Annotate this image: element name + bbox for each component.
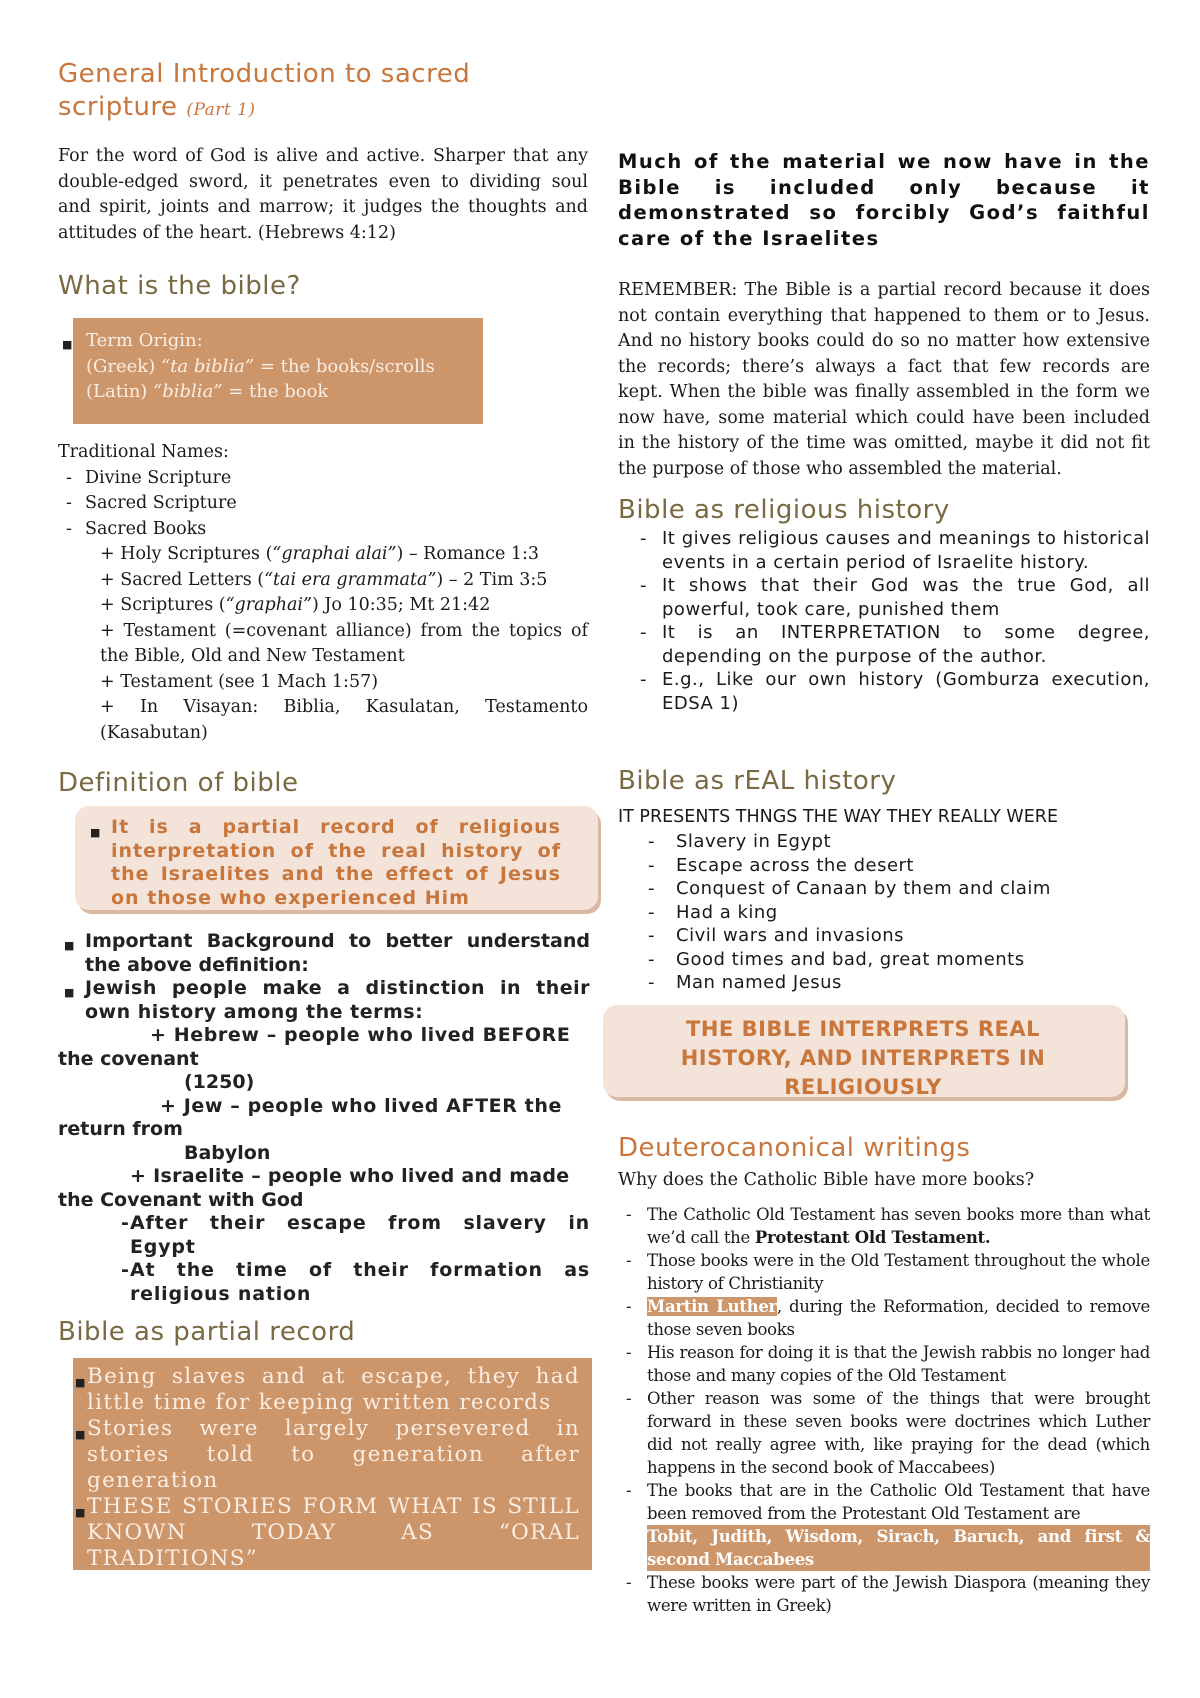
israelite-line1: + Israelite – people who lived and made bbox=[130, 1165, 570, 1187]
what-is-heading: What is the bible? bbox=[58, 271, 301, 301]
background-2: Jewish people make a distinction in their own history among the terms: bbox=[85, 977, 590, 1023]
religious-list bbox=[632, 527, 1150, 715]
partial-item: Being slaves and at escape, they had little time for keeping written records bbox=[87, 1364, 580, 1415]
sub-item: + Testament (see 1 Mach 1:57) bbox=[100, 671, 379, 692]
page-title bbox=[58, 58, 578, 127]
highlight-martin-luther: Martin Luther bbox=[647, 1297, 777, 1316]
list-item: - Slavery in Egypt bbox=[640, 830, 1140, 854]
title-line1: General Introduction to sacred bbox=[58, 59, 471, 89]
real-list bbox=[640, 830, 1140, 995]
jew-line1: + Jew – people who lived AFTER the bbox=[160, 1094, 562, 1117]
traditional-list bbox=[58, 466, 588, 543]
term-origin-title: Term Origin: bbox=[86, 330, 203, 351]
definition-text: ■ It is a partial record of religious interpretation of the real history of the Israelites and the effect of Jesus on those who experienced Him bbox=[90, 816, 561, 909]
hebrew-line1: + Hebrew – people who lived BEFORE bbox=[150, 1024, 571, 1046]
list-item: - It shows that their God was the true God, all powerful, took care, punished them bbox=[632, 574, 1150, 621]
israelite-line2: the Covenant with God bbox=[58, 1188, 304, 1211]
highlight-removed-books: Tobit, Judith, Wisdom, Sirach, Baruch, and first & second Maccabees bbox=[647, 1527, 1150, 1569]
list-item: - The Catholic Old Testament has seven books more than what we’d call the Protestant Old Testament. bbox=[618, 1203, 1150, 1249]
sub-item: + Holy Scriptures (“graphai alai”) – Romance 1:3 bbox=[100, 544, 540, 564]
list-item: - The books that are in the Catholic Old Testament that have been removed from the Protestant Old Testament are Tobit, Judith, Wisdom, Sirach, Baruch, and first & second Maccabees bbox=[618, 1479, 1150, 1571]
sub-item: + Testament (=covenant alliance) from the topics of the Bible, Old and New Testament bbox=[100, 620, 588, 666]
remember-note: REMEMBER: The Bible is a partial record because it does not contain everything that happened to them or to Jesus. And no history books could do so no matter how extensive the records; there’s always a fact that few records are kept. When the bible was finally assembled in the form we now have, some material which could have been included in the history of the time was omitted, maybe it did not fit the purpose of those who assembled the material. bbox=[618, 280, 1150, 479]
list-item: - Man named Jesus bbox=[640, 971, 1140, 995]
definition-heading: Definition of bible bbox=[58, 768, 299, 798]
deutero-heading: Deuterocanonical writings bbox=[618, 1133, 971, 1163]
term-origin-latin: (Latin) “biblia” = the book bbox=[86, 381, 329, 402]
real-history-box-text: THE BIBLE INTERPRETS REAL HISTORY, AND INTERPRETS IN RELIGIOUSLY bbox=[680, 1017, 1046, 1097]
list-item: - Had a king bbox=[640, 901, 1140, 925]
jew-line2: return from bbox=[58, 1118, 183, 1140]
list-item: - His reason for doing it is that the Jewish rabbis no longer had those and many copies of the Old Testament bbox=[618, 1341, 1150, 1387]
list-item: - Civil wars and invasions bbox=[640, 924, 1140, 948]
list-item: - Good times and bad, great moments bbox=[640, 948, 1140, 972]
scripture-quote: For the word of God is alive and active. Sharper that any double-edged sword, it penetrates even to dividing soul and spirit, joints and marrow; it judges the thoughts and attitudes of the heart. (Hebrews 4:12) bbox=[58, 146, 588, 243]
list-item: - Other reason was some of the things that were brought forward in these seven books were doctrines which Luther did not really agree with, like praying for the dead (which happens in the second book of Maccabees) bbox=[618, 1387, 1150, 1479]
intro-bold-statement: Much of the material we now have in the Bible is included only because it demonstrated so forcibly God’s faithful care of the Israelites bbox=[618, 150, 1150, 250]
list-item: - It is an INTERPRETATION to some degree, depending on the purpose of the author. bbox=[632, 621, 1150, 668]
title-part: (Part 1) bbox=[186, 100, 256, 120]
list-item: - E.g., Like our own history (Gomburza execution, EDSA 1) bbox=[632, 668, 1150, 715]
term-origin-box: ■ Term Origin: (Greek) “ta biblia” = the books/scrolls (Latin) “biblia” = the book bbox=[73, 318, 483, 424]
partial-heading: Bible as partial record bbox=[58, 1317, 356, 1347]
list-item: - Those books were in the Old Testament throughout the whole history of Christianity bbox=[618, 1249, 1150, 1295]
background-notes: ■ Important Background to better understand the above definition: ■ Jewish people make a distinction in their own history among the terms: + Hebrew – people who lived BEFORE the covenant (1250) + Jew – people who lived AFTER the return from Babylon + Israelite – people who lived and made the Covenant with God - After their escape from slavery in Egypt - At the time of their formation as religious nation bbox=[58, 930, 590, 1306]
list-item: - Sacred Scripture bbox=[58, 491, 588, 517]
list-item: - Martin Luther, during the Reformation, decided to remove those seven books bbox=[618, 1295, 1150, 1341]
partial-box: ■ Being slaves and at escape, they had little time for keeping written records ■ Stories were largely persevered in stories told to generation after generation ■ THESE STORIES FORM WHAT IS STILL KNOWN TODAY AS “ORAL TRADITIONS” bbox=[73, 1358, 592, 1570]
list-item: - After their escape from slavery in Egypt bbox=[113, 1212, 590, 1259]
list-item: - Escape across the desert bbox=[640, 854, 1140, 878]
deutero-list bbox=[618, 1203, 1150, 1617]
sub-item: + Scriptures (“graphai”) Jo 10:35; Mt 21:42 bbox=[100, 595, 491, 615]
list-item: - Divine Scripture bbox=[58, 466, 588, 492]
hebrew-year: (1250) bbox=[184, 1071, 255, 1093]
term-origin-greek: (Greek) “ta biblia” = the books/scrolls bbox=[86, 355, 435, 377]
partial-item: Stories were largely persevered in stories told to generation after generation bbox=[87, 1416, 580, 1493]
sub-item: + In Visayan: Biblia, Kasulatan, Testamento (Kasabutan) bbox=[100, 697, 588, 743]
deutero-question: Why does the Catholic Bible have more books? bbox=[618, 1170, 1035, 1190]
background-1: Important Background to better understand the above definition: bbox=[85, 930, 590, 976]
definition-box bbox=[75, 806, 598, 910]
partial-item: THESE STORIES FORM WHAT IS STILL KNOWN TODAY AS “ORAL TRADITIONS” bbox=[87, 1494, 580, 1571]
sub-item: + Sacred Letters (“tai era grammata”) – 2 Tim 3:5 bbox=[100, 569, 548, 590]
list-item: - At the time of their formation as religious nation bbox=[113, 1259, 590, 1306]
list-item: - It gives religious causes and meanings to historical events in a certain period of Israelite history. bbox=[632, 527, 1150, 574]
title-line2: scripture bbox=[58, 92, 178, 122]
list-item: - Conquest of Canaan by them and claim bbox=[640, 877, 1140, 901]
traditional-names bbox=[58, 440, 588, 746]
jew-line3: Babylon bbox=[184, 1141, 271, 1164]
israelite-sublist bbox=[58, 1212, 590, 1306]
hebrew-line2: the covenant bbox=[58, 1047, 199, 1070]
list-item: - These books were part of the Jewish Diaspora (meaning they were written in Greek) bbox=[618, 1571, 1150, 1617]
list-item: - Sacred Books bbox=[58, 517, 588, 543]
traditional-label: Traditional Names: bbox=[58, 442, 229, 462]
real-heading: Bible as rEAL history bbox=[618, 766, 897, 796]
real-intro: IT PRESENTS THNGS THE WAY THEY REALLY WERE bbox=[618, 807, 1059, 827]
religious-heading: Bible as religious history bbox=[618, 495, 950, 525]
real-history-box bbox=[603, 1005, 1125, 1097]
